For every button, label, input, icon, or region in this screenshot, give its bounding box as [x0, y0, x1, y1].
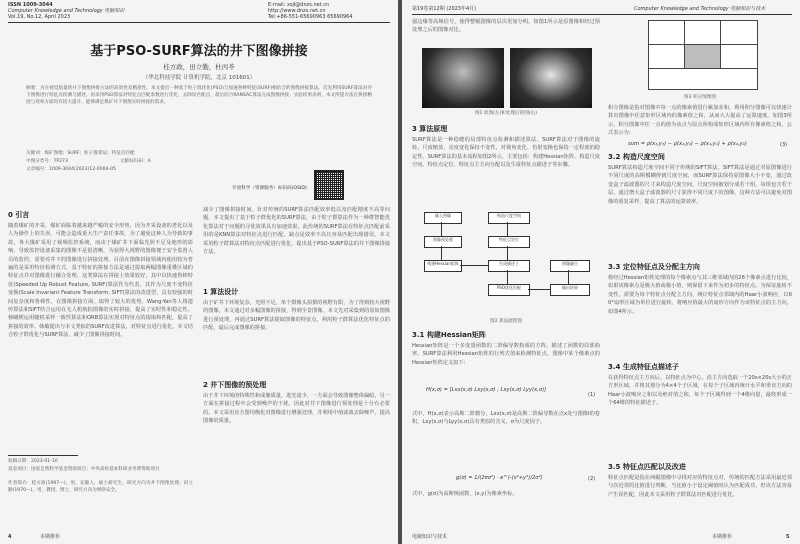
section-3-4-title: 3.4 生成特征点描述子	[608, 363, 679, 371]
footer-journal: 电脑知识与技术	[412, 534, 448, 540]
flow-box: 图像融合	[550, 260, 590, 272]
page-number: 4	[8, 534, 12, 540]
processed-mine-image	[510, 48, 592, 108]
equation-2-label: (2)	[588, 476, 596, 482]
intro-text: 强边缘等高频信号，使得整幅图像的层次更加分明，如图1所示是原图像和经过预处理之后的图像对比。	[412, 19, 600, 34]
flow-box: PSO优化匹配	[488, 284, 530, 296]
article-number: 文章编号：1009-3044(2023)12-0004-05	[26, 167, 116, 172]
grid-cell-shaded	[684, 44, 722, 70]
flow-box: 生成描述子	[488, 260, 530, 272]
equation-2: g(σ) = 1/(2πσ²) · e^(-(x²+y²)/2σ²)	[456, 475, 543, 481]
telephone: Tel:+86-551-65690963 65690964	[268, 14, 353, 20]
clc-number: 中图分类号：TP273	[26, 159, 68, 164]
grid-cell	[720, 44, 758, 70]
section-3-2-text: SURF算法构造尺度空间不同于传统的SIFT算法，SIFT算法是通过对原图像进行不同尺度的高斯模糊得到尺度空间，而SURF算法保持原图像大小不变，通过改变盒子滤波器的尺寸来构造尺度空间。尺度空间被划分成若干组，每组包含若干层，通过增大盒子滤波器的尺寸获得不同尺度下的图像，这种方法可以避免对图像的重复采样，提高了算法的运算效率。	[608, 165, 792, 205]
flow-box: 特征点定位	[488, 236, 530, 248]
website: http://www.dnzs.net.cn	[268, 8, 326, 14]
section-0-title: 0 引言	[8, 211, 30, 219]
flow-arrow	[441, 246, 442, 260]
intro-column-1: 随着煤矿的开采，煤矿面临着越来越严峻的安全形势，因为开采设备的老化以及人为操作上的失误，可能会造成重大生产责任事故。为了避免这种人为导致的事故，各大煤矿采用了视频监控系统，而由于煤矿井下面临光照不足及地形的影响，导致监控设备采集的图像不是很清晰，为获得大视野的图像便于安全监督人员的监控，需要对井下的图像进行拼接处理。目前在图像拼接领域内使用较为普遍的是采用特征检测方式，基于特征的拼接方法是通过提取两幅图像重叠区域的特征点并对图像进行融合处理，这类算法在拼接上效果较好，其中以快速鲁棒特征(Speeded Up Robust Feature, SURF)算法作为代表，其作为尺度不变特征变换(Scale Invariant Feature Transform, SIFT)算法的改进型，具有较强的时间复杂度和鲁棒性，在图像拼接方面，取得了较大的优势。Wang-Yan等人将遗传算法和SIFT结合运用在无人机航拍图像的实时拼接，提高了实时性和稳定性。杨曦媛运用随机采样一致性算法和ORB算法实现对特征点的提取和匹配，提高了拼接的效率。韩敏提出与本文类似的SURF改进算法，对特征点进行优化。本文结合粒子群优化与SURF算法，减少了图像拼接时间。	[8, 223, 193, 339]
flow-box: 构建Hessian矩阵	[424, 260, 462, 272]
flow-arrow	[507, 222, 508, 236]
section-3-2-title: 3.2 构造尺度空间	[608, 153, 665, 161]
section-3-3-title: 3.3 定位特征点及分配主方向	[608, 263, 700, 271]
header-rule	[412, 14, 792, 15]
flow-box: 输出结果	[550, 284, 590, 296]
section-3-1-text: Hessian矩阵是一个多变量函数的二阶偏导数构成的方阵，描述了函数的局部曲率。SURF算法利用Hessian矩阵的行列式值来检测特征点，图像中某个像素点的Hessian矩阵定义如下：	[412, 343, 600, 366]
journal-name: Computer Knowledge and Technology 电脑知识与技术	[634, 6, 766, 12]
qr-code-icon	[314, 170, 344, 200]
flow-arrow	[507, 270, 508, 284]
right-page	[402, 0, 800, 544]
paper-title: 基于PSO-SURF算法的井下图像拼接	[90, 44, 308, 59]
section-3-1-title: 3.1 构建Hessian矩阵	[412, 331, 486, 339]
flow-box: 构造尺度空间	[488, 212, 530, 224]
flow-arrow	[507, 246, 508, 260]
section-3-3-text: 将经过Hessian矩阵处理的每个像素点与其三维邻域内的26个像素点进行比较，如果该像素点是极大值或极小值，则保留下来作为初步的特征点。为保证旋转不变性，需要为每个特征点分配主方向，统计特征点邻域内的Haar小波响应，以60°扇形区域为单位进行旋转，将响应值最大的扇形方向作为该特征点的主方向，如图4所示。	[608, 275, 792, 315]
flow-arrow	[528, 289, 550, 290]
page-number: 5	[786, 534, 790, 540]
osid-label: 开放科学（资源服务）标识码(OSID)：	[232, 186, 312, 191]
grid-cell	[648, 68, 758, 90]
section-1-text: 由于矿井下环境复杂，光照不足，单个摄像头拍摄的视野有限，为了得到较大视野的图像，本文通过对多幅图像的拼接，得到全景图像。本文先对采集到的原始图像进行预处理，再通过SURF算法提取图像的特征点，利用粒子群算法优化特征点的匹配，最后完成图像的拼接。	[203, 300, 390, 332]
equation-2-note: 式中，g(σ)为高斯核函数，(x,y)为像素坐标。	[412, 491, 518, 497]
issue-info: 第19卷第12期 (2023年4月)	[412, 6, 477, 12]
grid-cell	[684, 20, 722, 46]
integral-image-grid	[648, 20, 758, 90]
original-mine-image	[422, 48, 504, 108]
section-2-text: 由于井下环境的特殊性和成像质量，进光量少，一方面会导致图像整体偏暗，另一方面在拼接过程中会受到噪声的干扰，因此对井下图像进行预处理是十分有必要的。本文采用直方图均衡化对图像进行增强处理，并利用中值滤波去除噪声，提高图像的质量。	[203, 393, 390, 425]
figure-1-caption: 图1 原图(左)和处理后的图(右)	[474, 111, 538, 116]
journal-name: Computer Knowledge and Technology 电脑知识	[8, 8, 125, 14]
equation-1: H(x,σ) = [Lxx(x,σ) Lxy(x,σ) ; Lxy(x,σ) Lyy(x,σ)]	[426, 387, 547, 393]
equation-3-label: (3)	[780, 142, 788, 148]
volume: Vol.19, No.12, April 2023	[8, 14, 71, 20]
section-3-1-text-2: 式中，H(x,σ)表示高斯二阶微分，Lxx(x,σ)是高斯二阶偏导数在点x处与图像I的卷积，Lxy(x,σ)与Lyy(x,σ)具有类似的含义，σ为尺度因子。	[412, 411, 600, 426]
grid-cell	[720, 20, 758, 46]
document-code: 文献标识码：A	[120, 159, 151, 164]
keywords: 关键词：煤矿图像；SURF；粒子群算法；特征点匹配	[26, 151, 135, 156]
header-rule	[8, 22, 390, 23]
flow-box: 输入图像	[424, 212, 462, 224]
grid-cell	[648, 20, 686, 46]
column-label: 本期推荐	[40, 534, 61, 540]
left-page	[0, 0, 398, 544]
equation-3: sum = ρ(x₃,y₃) − ρ(x₂,y₂) − ρ(x₁,y₁) + ρ(x₀,y₀)	[628, 141, 747, 147]
affiliation: （华北科技学院 计算机学院，北京 101601）	[142, 75, 256, 81]
flow-arrow	[568, 270, 569, 284]
email: E-mail: xsjl@dnzs.net.cn	[268, 2, 330, 8]
section-3-5-title: 3.5 特征点匹配以及改进	[608, 463, 686, 471]
footer-column-label: 本期推荐	[712, 534, 733, 540]
footnote-author: 作者简介：桂方政(1997—)，男，安徽人，硕士研究生，研究方向为井下图像处理；田立勤(1970—)，男，教授，博士，研究方向为网络安全。	[8, 481, 193, 493]
authors: 桂方政，田立勤，杜丙苓	[163, 63, 235, 71]
section-3-5-text: 特征点匹配是指在两幅图像中寻找对应的特征点对，传统的匹配方法采用最近邻与次近邻的比值进行判断，当比值小于设定阈值时认为匹配成功，但该方法容易产生误匹配，因此本文采用粒子群算法对匹配进行优化。	[608, 475, 792, 498]
flowchart	[416, 206, 596, 318]
footnote-received: 收稿日期：2023-01-10	[8, 459, 58, 464]
equation-1-label: (1)	[588, 392, 596, 398]
figure-3-caption: 图3 积分图像图	[684, 95, 716, 100]
footnote-fund: 基金项目：国家自然科学基金资助项目；中央高校基本科研业务费资助项目	[8, 467, 160, 472]
figure-2-caption: 图2 算法流程图	[490, 319, 522, 324]
intro-column-2: 减少了图像拼接时间。针对传统的SURF算法匹配效率低以及匹配精度不高等问题，本文提出了基于粒子群优化的SURF算法，由于粒子群算法作为一种群智能优化算法对于问题的寻优效果具有加速效果，此传统的SURF算法在特征点匹配前采用的是KNN算法对特征点进行匹配，缺点是效率不高且容易匹配出现错误。本文采用粒子群算法对特征点匹配进行优化，提出基于PSO-SURF算法的井下图像拼接方法。	[203, 207, 390, 256]
footnote-rule	[8, 455, 78, 456]
section-3-title: 3 算法原理	[412, 125, 448, 133]
issn: ISSN 1009-3044	[8, 2, 53, 8]
section-3-text: SURF算法是一种稳健的局部特征点检测和描述算法。SURF算法对于图像的旋转、尺度缩放、亮度变化保持不变性，对视角变化、仿射变换也保持一定程度的稳定性。SURF算法的基本流程如图2所示，主要包括：构建Hessian矩阵、构造尺度空间、特征点定位、特征点主方向分配以及生成特征点描述子等步骤。	[412, 137, 600, 169]
grid-cell	[648, 44, 686, 70]
flow-box: 图像预处理	[424, 236, 462, 248]
abstract: 摘要：为在视觉质量的井下图像拼接方法的高效性及精准性，本文提出一种基于粒子群优化(PSO)与加速鲁棒特征(SURF)相结合的图像拼接算法。首先利用SURF算法对井下图像进行特征点检测与描述，再采用PSO算法对特征点匹配参数进行优化，去除误匹配点，最后结合RANSAC算法完成图像拼接。实验结果表明，本文所提方法在拼接精度与效率方面均有较大提升，能够满足煤矿井下图像实时拼接的需求。	[26, 86, 372, 105]
section-2-title: 2 井下图像的预处理	[203, 381, 267, 389]
section-3-4-text: 在获得特征点主方向后，以特征点为中心，沿主方向选取一个20s×20s大小的正方形区域，并将其划分为4×4个子区域，在每个子区域内统计水平和垂直方向的Haar小波响应之和以及绝对值之和，每个子区域得到一个4维向量，最终形成一个64维的特征描述子。	[608, 375, 792, 407]
flow-arrow	[460, 265, 488, 266]
flow-arrow	[441, 222, 442, 236]
section-1-title: 1 算法设计	[203, 288, 239, 296]
integral-image-text: 积分图像是指对图像中每一点的像素值进行累加求和，利用积分图像可以快速计算出图像中任意矩形区域内的像素值之和，从而大大提高了运算速度。如图3所示，积分图像中任一点的值为该点与原点所构成矩形区域内所有像素值之和，公式表示为：	[608, 105, 792, 137]
